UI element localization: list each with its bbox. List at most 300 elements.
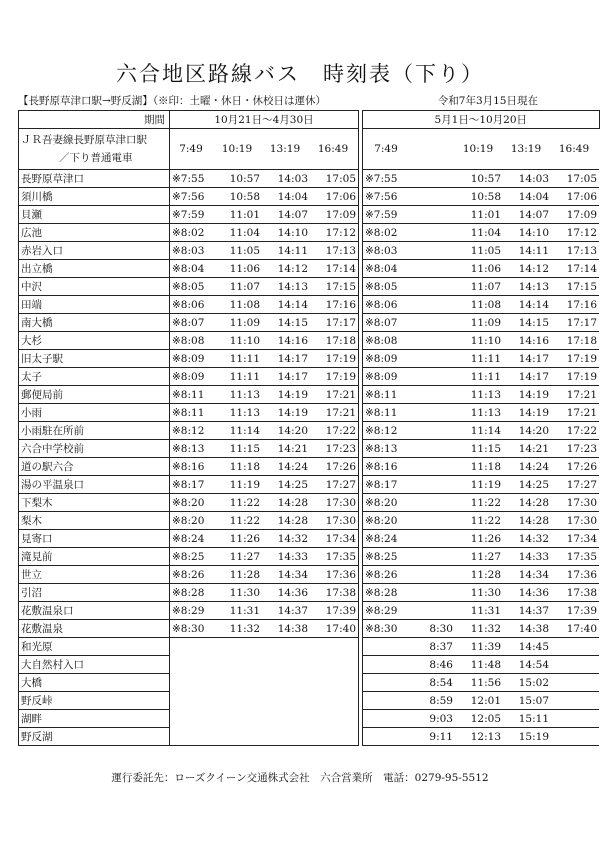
time-cell xyxy=(411,350,455,368)
time-cell: 11:26 xyxy=(455,530,503,548)
time-cell: 14:38 xyxy=(262,620,310,638)
time-cell: 14:28 xyxy=(503,512,551,530)
stop-name: 湖畔 xyxy=(19,710,170,728)
time-cell: ※8:09 xyxy=(363,350,412,368)
time-cell: ※8:20 xyxy=(363,512,412,530)
time-cell: 17:18 xyxy=(310,332,359,350)
time-cell: 14:36 xyxy=(503,584,551,602)
time-cell: ※8:20 xyxy=(363,494,412,512)
time-cell: ※8:12 xyxy=(170,422,215,440)
time-cell: ※8:05 xyxy=(363,278,412,296)
time-cell: ※8:13 xyxy=(363,440,412,458)
stop-name: 花敷温泉 xyxy=(19,620,170,638)
time-cell: 14:20 xyxy=(262,422,310,440)
time-cell: 11:13 xyxy=(455,404,503,422)
stop-name: 梨木 xyxy=(19,512,170,530)
as-of-date: 令和7年3月15日現在 xyxy=(437,95,538,107)
time-cell: ※8:29 xyxy=(363,602,412,620)
time-cell: 14:19 xyxy=(503,386,551,404)
time-cell: 11:10 xyxy=(214,332,262,350)
time-cell: 11:32 xyxy=(455,620,503,638)
operation-note: （※印：土曜・休日・休校日は運休） xyxy=(152,95,327,107)
time-cell: ※8:04 xyxy=(170,260,215,278)
time-cell: 14:15 xyxy=(503,314,551,332)
time-cell xyxy=(411,440,455,458)
time-cell: 17:16 xyxy=(551,296,599,314)
stop-row xyxy=(19,548,600,566)
stop-name: 旧太子駅 xyxy=(19,350,170,368)
stop-row xyxy=(19,530,600,548)
time-cell: 17:19 xyxy=(310,350,359,368)
time-cell xyxy=(411,314,455,332)
time-cell: ※8:11 xyxy=(363,404,412,422)
stop-name: 滝見前 xyxy=(19,548,170,566)
time-cell xyxy=(363,710,412,728)
train-time: 13:19 xyxy=(503,129,551,170)
stop-name: 太子 xyxy=(19,368,170,386)
time-cell: 14:03 xyxy=(503,170,551,188)
time-cell xyxy=(411,494,455,512)
time-cell: 15:07 xyxy=(503,692,551,710)
time-cell: 11:30 xyxy=(214,584,262,602)
time-cell: 11:19 xyxy=(455,476,503,494)
time-cell: 14:10 xyxy=(262,224,310,242)
stop-name: 大自然村入口 xyxy=(19,656,170,674)
time-cell: 17:09 xyxy=(310,206,359,224)
time-cell: 14:19 xyxy=(262,404,310,422)
time-cell xyxy=(411,296,455,314)
time-cell: 14:32 xyxy=(503,530,551,548)
time-cell: ※8:20 xyxy=(170,512,215,530)
time-cell: 11:13 xyxy=(214,386,262,404)
time-cell: 14:16 xyxy=(262,332,310,350)
time-cell: 14:07 xyxy=(503,206,551,224)
time-cell: ※8:17 xyxy=(170,476,215,494)
time-cell xyxy=(411,368,455,386)
time-cell: 11:14 xyxy=(214,422,262,440)
time-cell: 17:21 xyxy=(551,386,599,404)
stop-row xyxy=(19,350,600,368)
stop-name: 下梨木 xyxy=(19,494,170,512)
time-cell: 17:19 xyxy=(551,368,599,386)
time-cell xyxy=(363,638,412,656)
time-cell: 11:27 xyxy=(214,548,262,566)
time-cell: ※8:07 xyxy=(170,314,215,332)
stop-name: 南大橋 xyxy=(19,314,170,332)
time-cell: 14:04 xyxy=(503,188,551,206)
time-cell: 12:13 xyxy=(455,728,503,746)
time-cell: 17:38 xyxy=(310,584,359,602)
time-cell: 11:22 xyxy=(455,494,503,512)
time-cell: 14:33 xyxy=(503,548,551,566)
time-cell: ※8:30 xyxy=(170,620,215,638)
train-time: 10:19 xyxy=(214,129,262,170)
time-cell: ※8:07 xyxy=(363,314,412,332)
stop-name: 野反峠 xyxy=(19,692,170,710)
time-cell xyxy=(411,404,455,422)
time-cell: ※8:13 xyxy=(170,440,215,458)
stop-name: 見寄口 xyxy=(19,530,170,548)
time-cell: 17:30 xyxy=(551,494,599,512)
time-cell: 17:26 xyxy=(551,458,599,476)
time-cell: ※8:08 xyxy=(363,332,412,350)
time-cell: 14:17 xyxy=(262,368,310,386)
time-cell xyxy=(411,386,455,404)
train-time xyxy=(411,129,455,170)
time-cell: 14:14 xyxy=(262,296,310,314)
stop-name: 六合中学校前 xyxy=(19,440,170,458)
time-cell: ※8:06 xyxy=(170,296,215,314)
time-cell: 17:30 xyxy=(551,512,599,530)
stop-row xyxy=(19,494,600,512)
time-cell xyxy=(551,692,599,710)
time-cell: 10:57 xyxy=(455,170,503,188)
time-cell: 17:17 xyxy=(551,314,599,332)
stop-name: 大杉 xyxy=(19,332,170,350)
time-cell: 17:36 xyxy=(310,566,359,584)
stop-name: 大橋 xyxy=(19,674,170,692)
time-cell: 17:12 xyxy=(310,224,359,242)
time-cell: 11:11 xyxy=(455,368,503,386)
time-cell: 14:11 xyxy=(262,242,310,260)
time-cell: 14:17 xyxy=(262,350,310,368)
time-cell: 14:28 xyxy=(262,494,310,512)
time-cell: 11:27 xyxy=(455,548,503,566)
time-cell: 11:56 xyxy=(455,674,503,692)
time-cell: 14:12 xyxy=(503,260,551,278)
train-header-line1: ＪＲ吾妻線長野原草津口駅 xyxy=(21,134,147,146)
time-cell: 17:35 xyxy=(310,548,359,566)
time-cell xyxy=(551,656,599,674)
time-cell: 11:15 xyxy=(214,440,262,458)
time-cell: 17:19 xyxy=(310,368,359,386)
time-cell: 17:27 xyxy=(551,476,599,494)
time-cell: 14:28 xyxy=(262,512,310,530)
time-cell: 17:30 xyxy=(310,494,359,512)
time-cell xyxy=(411,242,455,260)
time-cell: 9:11 xyxy=(411,728,455,746)
stop-row xyxy=(19,332,600,350)
time-cell: 12:01 xyxy=(455,692,503,710)
time-cell: 11:08 xyxy=(214,296,262,314)
stop-row xyxy=(19,512,600,530)
time-cell xyxy=(411,224,455,242)
time-cell: 11:13 xyxy=(214,404,262,422)
time-cell: 15:11 xyxy=(503,710,551,728)
time-cell xyxy=(411,260,455,278)
time-cell: 14:25 xyxy=(262,476,310,494)
time-cell: 10:58 xyxy=(214,188,262,206)
time-cell: ※8:28 xyxy=(170,584,215,602)
stop-row xyxy=(19,260,600,278)
time-cell: 11:28 xyxy=(455,566,503,584)
time-cell: 14:24 xyxy=(262,458,310,476)
train-header-row xyxy=(19,129,600,170)
stop-name: 郵便局前 xyxy=(19,386,170,404)
train-time: 7:49 xyxy=(170,129,215,170)
time-cell: ※8:02 xyxy=(170,224,215,242)
stop-name: 長野原草津口 xyxy=(19,170,170,188)
time-cell: 11:31 xyxy=(455,602,503,620)
stop-row xyxy=(19,476,600,494)
time-cell: ※8:09 xyxy=(170,350,215,368)
time-cell: ※8:25 xyxy=(363,548,412,566)
time-cell: 17:21 xyxy=(310,386,359,404)
time-cell: ※8:03 xyxy=(363,242,412,260)
time-cell: 14:17 xyxy=(503,350,551,368)
stop-name: 小雨駐在所前 xyxy=(19,422,170,440)
time-cell: 11:30 xyxy=(455,584,503,602)
time-cell xyxy=(411,530,455,548)
time-cell xyxy=(411,332,455,350)
time-cell: 14:10 xyxy=(503,224,551,242)
time-cell: 11:31 xyxy=(214,602,262,620)
stop-name: 道の駅六合 xyxy=(19,458,170,476)
time-cell: ※7:56 xyxy=(170,188,215,206)
stop-row xyxy=(19,458,600,476)
time-cell: 17:38 xyxy=(551,584,599,602)
time-cell: 17:14 xyxy=(310,260,359,278)
time-cell: 17:30 xyxy=(310,512,359,530)
time-cell: 11:32 xyxy=(214,620,262,638)
time-cell: 14:34 xyxy=(503,566,551,584)
time-cell: 17:16 xyxy=(310,296,359,314)
time-cell: 14:37 xyxy=(503,602,551,620)
time-cell: 11:01 xyxy=(214,206,262,224)
stop-name: 小雨 xyxy=(19,404,170,422)
stop-row xyxy=(19,584,600,602)
time-cell xyxy=(411,206,455,224)
stop-name: 中沢 xyxy=(19,278,170,296)
time-cell: 17:06 xyxy=(551,188,599,206)
time-cell: 17:17 xyxy=(310,314,359,332)
train-time: 16:49 xyxy=(310,129,359,170)
time-cell: 17:23 xyxy=(551,440,599,458)
time-cell: 14:32 xyxy=(262,530,310,548)
time-cell: ※8:26 xyxy=(170,566,215,584)
time-cell: ※7:55 xyxy=(363,170,412,188)
time-cell: 14:38 xyxy=(503,620,551,638)
time-cell: 11:19 xyxy=(214,476,262,494)
time-cell: 11:11 xyxy=(455,350,503,368)
time-cell: ※8:12 xyxy=(363,422,412,440)
time-cell: ※8:03 xyxy=(170,242,215,260)
time-cell: 17:06 xyxy=(310,188,359,206)
train-header-line2: ／下り普通電車 xyxy=(59,152,133,164)
stop-name: 出立橋 xyxy=(19,260,170,278)
time-cell: 17:21 xyxy=(310,404,359,422)
footer-contact: 運行委託先：ローズクイーン交通株式会社 六合営業所 電話：0279-95-5512 xyxy=(111,772,489,784)
stop-row xyxy=(19,278,600,296)
time-cell xyxy=(363,692,412,710)
time-cell: 17:21 xyxy=(551,404,599,422)
time-cell: ※8:11 xyxy=(363,386,412,404)
time-cell: 17:05 xyxy=(310,170,359,188)
stop-row xyxy=(19,440,600,458)
time-cell: 17:39 xyxy=(310,602,359,620)
stop-row xyxy=(19,224,600,242)
time-cell: ※8:16 xyxy=(363,458,412,476)
time-cell: 17:27 xyxy=(310,476,359,494)
time-cell xyxy=(411,548,455,566)
time-cell: 14:19 xyxy=(262,386,310,404)
time-cell: 14:21 xyxy=(262,440,310,458)
time-cell: 17:26 xyxy=(310,458,359,476)
time-cell xyxy=(551,710,599,728)
time-cell xyxy=(363,656,412,674)
stop-row xyxy=(19,188,600,206)
time-cell: ※8:11 xyxy=(170,386,215,404)
stop-row xyxy=(19,620,600,638)
time-cell xyxy=(363,674,412,692)
time-cell: 14:33 xyxy=(262,548,310,566)
stop-name: 湯の平温泉口 xyxy=(19,476,170,494)
stop-row xyxy=(19,242,600,260)
stop-name: 赤岩入口 xyxy=(19,242,170,260)
time-cell: 14:04 xyxy=(262,188,310,206)
time-cell: 11:11 xyxy=(214,350,262,368)
time-cell: 8:54 xyxy=(411,674,455,692)
time-cell: 17:19 xyxy=(551,350,599,368)
stop-name: 貝瀬 xyxy=(19,206,170,224)
time-cell: 17:39 xyxy=(551,602,599,620)
stop-name: 田端 xyxy=(19,296,170,314)
time-cell: 11:06 xyxy=(455,260,503,278)
time-cell: 17:34 xyxy=(551,530,599,548)
time-cell: 11:22 xyxy=(214,512,262,530)
time-cell: 14:28 xyxy=(503,494,551,512)
time-cell: 17:40 xyxy=(310,620,359,638)
time-cell: 8:37 xyxy=(411,638,455,656)
time-cell xyxy=(411,458,455,476)
time-cell: 10:58 xyxy=(455,188,503,206)
time-cell: 17:15 xyxy=(551,278,599,296)
time-cell: ※8:04 xyxy=(363,260,412,278)
stop-name: 花敷温泉口 xyxy=(19,602,170,620)
time-cell: 17:12 xyxy=(551,224,599,242)
timetable xyxy=(18,110,600,746)
time-cell: ※8:26 xyxy=(363,566,412,584)
stop-name: 広池 xyxy=(19,224,170,242)
stop-row xyxy=(19,386,600,404)
stop-row xyxy=(19,602,600,620)
time-cell: 11:01 xyxy=(455,206,503,224)
stop-row xyxy=(19,314,600,332)
no-service-block xyxy=(170,638,359,746)
time-cell: 14:13 xyxy=(262,278,310,296)
time-cell: 15:02 xyxy=(503,674,551,692)
time-cell: 14:15 xyxy=(262,314,310,332)
stop-name: 世立 xyxy=(19,566,170,584)
time-cell: 17:05 xyxy=(551,170,599,188)
time-cell: ※8:25 xyxy=(170,548,215,566)
time-cell: 14:11 xyxy=(503,242,551,260)
time-cell: 12:05 xyxy=(455,710,503,728)
time-cell: 17:36 xyxy=(551,566,599,584)
time-cell xyxy=(551,638,599,656)
time-cell: 14:54 xyxy=(503,656,551,674)
time-cell: 14:13 xyxy=(503,278,551,296)
time-cell: 11:05 xyxy=(214,242,262,260)
train-header xyxy=(19,129,170,170)
stop-row xyxy=(19,368,600,386)
time-cell: ※8:05 xyxy=(170,278,215,296)
time-cell: 11:04 xyxy=(214,224,262,242)
stop-name: 須川橋 xyxy=(19,188,170,206)
time-cell xyxy=(411,602,455,620)
train-time: 7:49 xyxy=(363,129,412,170)
stop-row xyxy=(19,206,600,224)
time-cell: ※8:09 xyxy=(170,368,215,386)
time-cell: 14:19 xyxy=(503,404,551,422)
time-cell xyxy=(411,278,455,296)
time-cell: 14:16 xyxy=(503,332,551,350)
time-cell: 11:09 xyxy=(214,314,262,332)
time-cell: 17:22 xyxy=(310,422,359,440)
time-cell: 8:59 xyxy=(411,692,455,710)
page-title: 六合地区路線バス 時刻表（下り） xyxy=(116,62,484,86)
train-time: 13:19 xyxy=(262,129,310,170)
time-cell xyxy=(363,728,412,746)
time-cell: 11:04 xyxy=(455,224,503,242)
time-cell xyxy=(411,566,455,584)
period-1: 10月21日～4月30日 xyxy=(170,111,359,129)
time-cell: 14:45 xyxy=(503,638,551,656)
time-cell: 11:09 xyxy=(455,314,503,332)
time-cell: 14:14 xyxy=(503,296,551,314)
time-cell: 11:07 xyxy=(455,278,503,296)
time-cell: 14:21 xyxy=(503,440,551,458)
time-cell: 11:48 xyxy=(455,656,503,674)
time-cell: ※8:29 xyxy=(170,602,215,620)
time-cell: ※8:28 xyxy=(363,584,412,602)
time-cell: ※8:17 xyxy=(363,476,412,494)
time-cell: 14:37 xyxy=(262,602,310,620)
time-cell: 11:26 xyxy=(214,530,262,548)
time-cell: 10:57 xyxy=(214,170,262,188)
stop-name: 野反湖 xyxy=(19,728,170,746)
time-cell: 17:09 xyxy=(551,206,599,224)
stop-name: 引沼 xyxy=(19,584,170,602)
time-cell: 17:23 xyxy=(310,440,359,458)
time-cell xyxy=(411,584,455,602)
time-cell: 11:13 xyxy=(455,386,503,404)
time-cell: ※8:02 xyxy=(363,224,412,242)
route-label: 【長野原草津口駅→野反湖】 xyxy=(18,95,153,107)
time-cell: 11:28 xyxy=(214,566,262,584)
stop-row xyxy=(19,404,600,422)
time-cell: 14:12 xyxy=(262,260,310,278)
time-cell: 8:30 xyxy=(411,620,455,638)
time-cell: 14:25 xyxy=(503,476,551,494)
time-cell: 11:11 xyxy=(214,368,262,386)
time-cell: 17:13 xyxy=(551,242,599,260)
time-cell: 17:22 xyxy=(551,422,599,440)
train-time: 16:49 xyxy=(551,129,599,170)
time-cell: 11:07 xyxy=(214,278,262,296)
time-cell: 11:22 xyxy=(455,512,503,530)
stop-row xyxy=(19,296,600,314)
time-cell: ※8:08 xyxy=(170,332,215,350)
time-cell: 11:08 xyxy=(455,296,503,314)
time-cell: 11:06 xyxy=(214,260,262,278)
time-cell xyxy=(411,422,455,440)
time-cell: 9:03 xyxy=(411,710,455,728)
stop-row xyxy=(19,566,600,584)
time-cell: 11:05 xyxy=(455,242,503,260)
time-cell: ※7:59 xyxy=(363,206,412,224)
time-cell: 14:34 xyxy=(262,566,310,584)
